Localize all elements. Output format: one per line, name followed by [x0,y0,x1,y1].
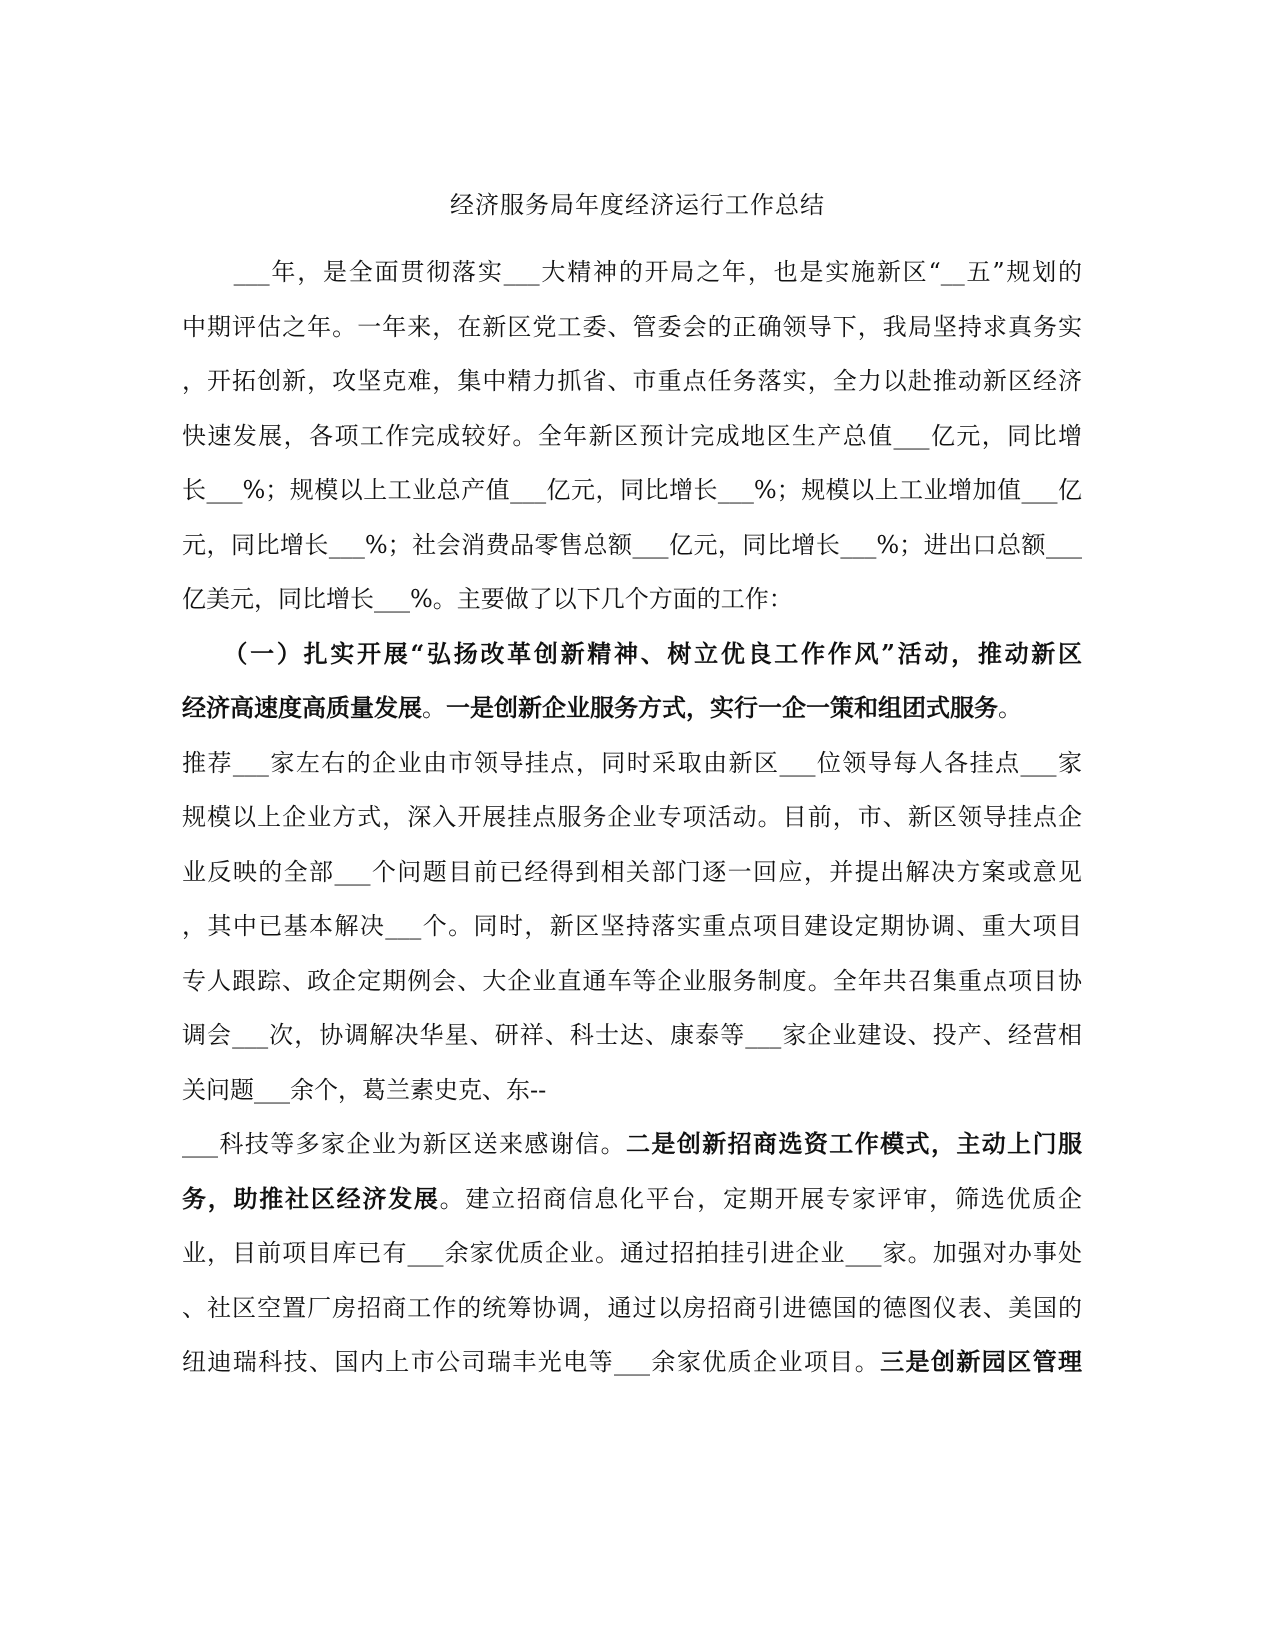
text-segment: 长___%；规模以上工业总产值___亿元，同比增长___%；规模以上工业增加值___亿 [182,476,1082,504]
text-line [182,475,1082,505]
text-segment: 元，同比增长___%；社会消费品零售总额___亿元，同比增长___%；进出口总额___ [182,531,1082,559]
text-line [182,857,1082,887]
text-segment: 。 [998,694,1022,722]
text-segment: 、社区空置厂房招商工作的统筹协调，通过以房招商引进德国的德图仪表、美国的 [182,1294,1082,1322]
bold-text-segment: 二是创新招商选资工作模式，主动上门服 [626,1129,1082,1158]
text-line [182,693,1082,723]
text-line [182,312,1082,342]
text-segment: ___科技等多家企业为新区送来感谢信。 [182,1130,626,1158]
text-line [182,639,1082,669]
text-segment: 纽迪瑞科技、国内上市公司瑞丰光电等___余家优质企业项目。 [182,1348,881,1376]
text-segment: ，开拓创新，攻坚克难，集中精力抓省、市重点任务落实，全力以赴推动新区经济 [182,367,1082,395]
text-line [182,1238,1082,1268]
text-line [182,1075,1082,1105]
text-segment: 规模以上企业方式，深入开展挂点服务企业专项活动。目前，市、新区领导挂点企 [182,803,1082,831]
bold-text-segment: （一）扎实开展“弘扬改革创新精神、树立优良工作作风”活动，推动新区 [182,639,1082,668]
text-line [182,1020,1082,1050]
bold-text-segment: 三是创新园区管理 [880,1347,1083,1376]
text-segment: 中期评估之年。一年来，在新区党工委、管委会的正确领导下，我局坚持求真务实 [182,313,1082,341]
text-segment: 。建立招商信息化平台，定期开展专家评审，筛选优质企 [439,1185,1083,1213]
text-segment: 快速发展，各项工作完成较好。全年新区预计完成地区生产总值___亿元，同比增 [182,422,1082,450]
text-segment: 专人跟踪、政企定期例会、大企业直通车等企业服务制度。全年共召集重点项目协 [182,967,1082,995]
text-line [182,1184,1082,1214]
bold-text-segment: 经济高速度高质量发展 [182,693,422,722]
text-segment: 调会___次，协调解决华星、研祥、科士达、康泰等___家企业建设、投产、经营相 [182,1021,1082,1049]
text-segment: 。 [422,694,446,722]
text-line [182,1293,1082,1323]
bold-text-segment: 一是创新企业服务方式，实行一企一策和组团式服务 [446,693,998,722]
text-segment: 业反映的全部___个问题目前已经得到相关部门逐一回应，并提出解决方案或意见 [182,858,1082,886]
text-segment: 关问题___余个，葛兰素史克、东-- [182,1076,547,1104]
text-segment: ，其中已基本解决___个。同时，新区坚持落实重点项目建设定期协调、重大项目 [182,912,1082,940]
text-line [182,1347,1082,1377]
text-line [182,421,1082,451]
text-segment: ___年，是全面贯彻落实___大精神的开局之年，也是实施新区“__五”规划的 [182,258,1082,286]
document-title: 经济服务局年度经济运行工作总结 [450,191,825,219]
text-line [182,1129,1082,1159]
text-line [182,748,1082,778]
text-line [182,966,1082,996]
text-line [182,911,1082,941]
text-segment: 业，目前项目库已有___余家优质企业。通过招拍挂引进企业___家。加强对办事处 [182,1239,1082,1267]
text-line [182,584,1082,614]
text-line [182,257,1082,287]
bold-text-segment: 务，助推社区经济发展 [182,1184,440,1213]
text-line [182,530,1082,560]
text-segment: 推荐___家左右的企业由市领导挂点，同时采取由新区___位领导每人各挂点___家 [182,749,1082,777]
text-segment: 亿美元，同比增长___%。主要做了以下几个方面的工作： [182,585,793,613]
text-line [182,366,1082,396]
text-line [182,802,1082,832]
